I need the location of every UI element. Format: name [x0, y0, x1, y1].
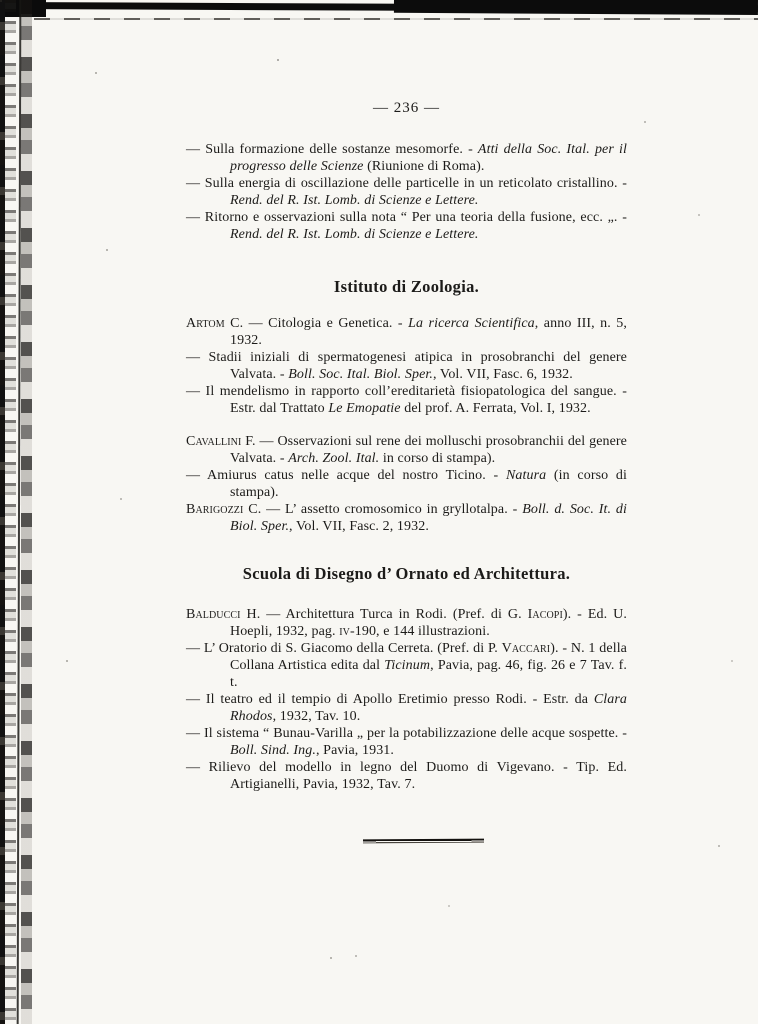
bibliography-entry: [186, 606, 627, 640]
entry-text-segment: iv: [339, 624, 350, 639]
bibliography-entry: [186, 383, 627, 417]
entry-text-segment: — Sulla energia di oscillazione delle particelle in un reticolato cristallino. -: [186, 176, 627, 191]
entry-text-segment: H. — Architettura Turca in Rodi. (Pref. di G.: [240, 607, 528, 622]
bibliography-entry: [186, 725, 627, 759]
entry-text-segment: — Ritorno e osservazioni sulla nota “ Per una teoria della fusione, ecc. „. -: [186, 210, 627, 225]
bibliography-entry: [186, 759, 627, 793]
entry-text-segment: , Vol. VII, Fasc. 6, 1932.: [432, 367, 573, 382]
entry-text-segment: Boll. d. Soc. It. di Biol. Sper.: [230, 502, 627, 534]
entry-text-segment: — Amiurus catus nelle acque del nostro Ticino. -: [186, 468, 506, 483]
entry-text-segment: Atti della Soc. Ital. per il progresso delle Scienze: [230, 142, 627, 174]
entry-text-segment: — Sulla formazione delle sostanze mesomorfe. -: [186, 142, 478, 157]
entry-text-segment: Cavallini: [186, 434, 242, 449]
bibliography-entry: [186, 467, 627, 501]
entry-text-segment: Le Emopatie: [328, 401, 401, 416]
bibliography-group: [186, 433, 627, 535]
entry-text-segment: ). - Ed. U. Hoepli, 1932, pag.: [230, 607, 627, 639]
bibliography-group: [186, 315, 627, 417]
entry-text-segment: , Vol. VII, Fasc. 2, 1932.: [289, 519, 429, 534]
entry-text-segment: , anno III, n. 5, 1932.: [230, 316, 628, 348]
entry-text-segment: -190, e 144 illustrazioni.: [349, 624, 490, 639]
entry-text-segment: — Rilievo del modello in legno del Duomo di Vigevano. - Tip. Ed. Artigianelli, Pavia, 1932, Tav. 7.: [186, 760, 627, 792]
entry-text-segment: Boll. Soc. Ital. Biol. Sper.: [288, 367, 433, 382]
entry-text-segment: C. — Citologia e Genetica. -: [224, 316, 409, 331]
entry-text-segment: — Il sistema “ Bunau-Varilla „ per la potabilizzazione delle acque sospette. -: [186, 726, 627, 741]
entry-text-segment: Balducci: [186, 607, 241, 622]
section-heading-scuola: Scuola di Disegno d’ Ornato ed Architettura.: [242, 564, 571, 583]
entry-text-segment: — Il mendelismo in rapporto coll’ereditarietà fisiopatologica del sangue. - Estr. dal Trattato: [186, 384, 627, 416]
entry-text-segment: — Stadii iniziali di spermatogenesi atipica in prosobranchi del genere Valvata. -: [186, 350, 627, 382]
bibliography-entry: [186, 501, 627, 535]
scan-dust-specks: [0, 0, 2, 2]
bibliography-entry: [186, 691, 627, 725]
book-spine-speckle: [5, 0, 16, 1024]
bibliography-entry: [186, 175, 627, 209]
bibliography-entry: [186, 433, 627, 467]
section-heading-zoologia: Istituto di Zoologia.: [333, 277, 480, 296]
entry-text-segment: Barigozzi: [186, 502, 244, 517]
page-text-block: [186, 100, 627, 793]
book-spine-band: [21, 0, 32, 1024]
bibliography-entry: [186, 141, 627, 175]
scan-top-crease: [34, 18, 758, 20]
page-number: — 236 —: [373, 100, 440, 116]
entry-text-segment: La ricerca Scientifica: [408, 316, 535, 331]
entry-text-segment: , Pavia, 1931.: [315, 743, 394, 758]
entry-text-segment: F. — Osservazioni sul rene dei molluschi prosobranchii del genere Valvata. -: [230, 434, 627, 466]
entry-text-segment: , Pavia, pag. 46, fig. 26 e 7 Tav. f. t.: [230, 658, 627, 690]
entry-text-segment: (in corso di stampa).: [230, 468, 627, 500]
entry-text-segment: Iacopi: [527, 607, 563, 622]
entry-text-segment: Rend. del R. Ist. Lomb. di Scienze e Lettere.: [230, 227, 479, 242]
entry-text-segment: ). - N. 1 della Collana Artistica edita dal: [230, 641, 627, 673]
entry-text-segment: Boll. Sind. Ing.: [230, 743, 316, 758]
entry-text-segment: (Riunione di Roma).: [363, 159, 485, 174]
entry-text-segment: C. — L’ assetto cromosomico in gryllotalpa. -: [243, 502, 523, 517]
bibliography-group: [186, 141, 627, 243]
entry-text-segment: — L’ Oratorio di S. Giacomo della Cerreta. (Pref. di P.: [186, 641, 502, 656]
entry-text-segment: , 1932, Tav. 10.: [272, 709, 361, 724]
bibliography-entry: [186, 640, 627, 691]
entry-text-segment: Ticinum: [384, 658, 431, 673]
entry-text-segment: Artom: [186, 316, 225, 331]
entry-text-segment: Clara Rhodos: [230, 692, 627, 724]
entry-text-segment: in corso di stampa).: [379, 451, 496, 466]
entry-text-segment: — Il teatro ed il tempio di Apollo Eretimio presso Rodi. - Estr. da: [186, 692, 594, 707]
entry-text-segment: Arch. Zool. Ital.: [288, 451, 380, 466]
entry-text-segment: del prof. A. Ferrata, Vol. I, 1932.: [400, 401, 591, 416]
footer-rule: [363, 839, 484, 844]
entry-text-segment: Vaccari: [501, 641, 551, 656]
bibliography-entry: [186, 315, 627, 349]
scan-top-edge-right: [394, 0, 758, 15]
bibliography-entry: [186, 349, 627, 383]
entry-text-segment: Rend. del R. Ist. Lomb. di Scienze e Lettere.: [230, 193, 479, 208]
bibliography-entry: [186, 209, 627, 243]
bibliography-group: [186, 606, 627, 793]
entry-text-segment: Natura: [505, 468, 547, 483]
